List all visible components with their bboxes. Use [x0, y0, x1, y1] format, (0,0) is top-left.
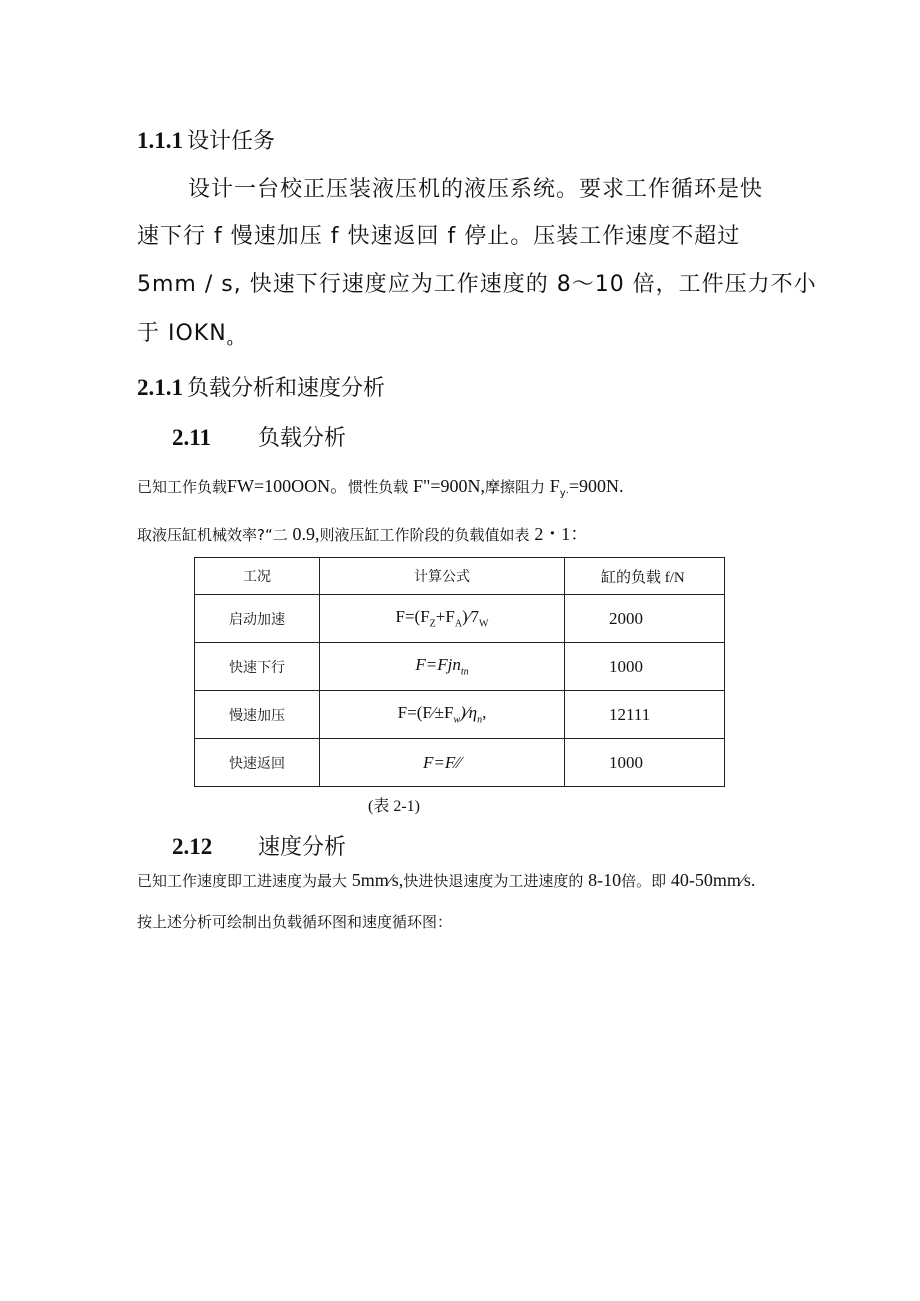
value: 5mm∕s, — [351, 870, 404, 890]
table-header-row — [195, 558, 725, 595]
section-heading-2-1-1 — [137, 371, 385, 402]
cell-load: 12111 — [565, 691, 725, 739]
text: 快进快退速度为工进速度的 — [403, 872, 584, 890]
value: 0.9, — [292, 524, 320, 544]
cell-formula: F=Fjn$_{tn}$ — [320, 643, 565, 691]
table-row — [195, 691, 725, 739]
task-line-1: 设计一台校正压装液压机的液压系统。要求工作循环是快 — [188, 177, 764, 202]
load-table — [194, 557, 725, 787]
value: FW=100OON。 — [227, 476, 349, 496]
table-caption: (表 2-1) — [368, 798, 420, 815]
text: 摩擦阻力 — [484, 478, 545, 496]
value: =900N. — [568, 476, 624, 496]
cell-condition: 快速下行 — [195, 643, 320, 691]
subscript: y· — [559, 488, 569, 499]
subsection-number: 2.12 — [172, 834, 213, 859]
subsection-title: 负载分析 — [258, 426, 347, 451]
cell-formula: $F=(F∕\pm F_w)∕\eta_n$, — [320, 691, 565, 739]
text: 已知工作负载 — [137, 478, 228, 496]
section-title: 设计任务 — [187, 129, 276, 154]
task-line-4 — [137, 316, 234, 348]
subsection-heading-2-11 — [172, 421, 346, 452]
cell-condition: 快速返回 — [195, 739, 320, 787]
value: 40-50mm∕s. — [670, 870, 756, 890]
task-line-4-text: 于 IOKN — [137, 321, 227, 346]
table-row — [195, 739, 725, 787]
section-number: 1.1.1 — [137, 128, 183, 153]
header-formula: 计算公式 — [320, 558, 565, 595]
table-row — [195, 595, 725, 643]
efficiency-line — [137, 520, 588, 546]
known-load-line — [137, 472, 624, 499]
text: 取液压缸机械效率?“二 — [137, 526, 288, 544]
speed-line — [137, 870, 755, 891]
cell-condition: 慢速加压 — [195, 691, 320, 739]
cell-load: 1000 — [565, 739, 725, 787]
cell-formula: F=F∕∕ — [320, 739, 565, 787]
value: F"=900N, — [412, 476, 485, 496]
text: 则液压缸工作阶段的负载值如表 — [319, 526, 530, 544]
closing-line: 按上述分析可绘制出负载循环图和速度循环图： — [137, 913, 453, 931]
cell-load: 1000 — [565, 643, 725, 691]
value: F — [549, 476, 560, 496]
subsection-heading-2-12 — [172, 830, 346, 861]
cell-condition: 启动加速 — [195, 595, 320, 643]
table-row — [195, 643, 725, 691]
subsection-number: 2.11 — [172, 425, 211, 450]
text: 已知工作速度即工进速度为最大 — [137, 872, 348, 890]
header-load: 缸的负载 f/N — [565, 558, 725, 595]
text: 惯性负载 — [348, 478, 409, 496]
cell-formula: $F=(F_Z+F_A)∕7_W$ — [320, 595, 565, 643]
value: 2・1： — [534, 524, 589, 544]
cell-load: 2000 — [565, 595, 725, 643]
header-condition: 工况 — [195, 558, 320, 595]
task-line-3: 5mm / s, 快速下行速度应为工作速度的 8～10 倍，工件压力不小 — [137, 272, 817, 297]
task-line-4-sub: o — [226, 337, 234, 349]
section-number: 2.1.1 — [137, 375, 183, 400]
subsection-title: 速度分析 — [258, 835, 347, 860]
text: 倍。即 — [621, 872, 667, 890]
section-heading-1-1-1 — [137, 124, 275, 155]
value: 8-10 — [588, 870, 622, 890]
task-line-2: 速下行 f 慢速加压 f 快速返回 f 停止。压装工作速度不超过 — [137, 224, 741, 249]
section-title: 负载分析和速度分析 — [187, 376, 386, 401]
